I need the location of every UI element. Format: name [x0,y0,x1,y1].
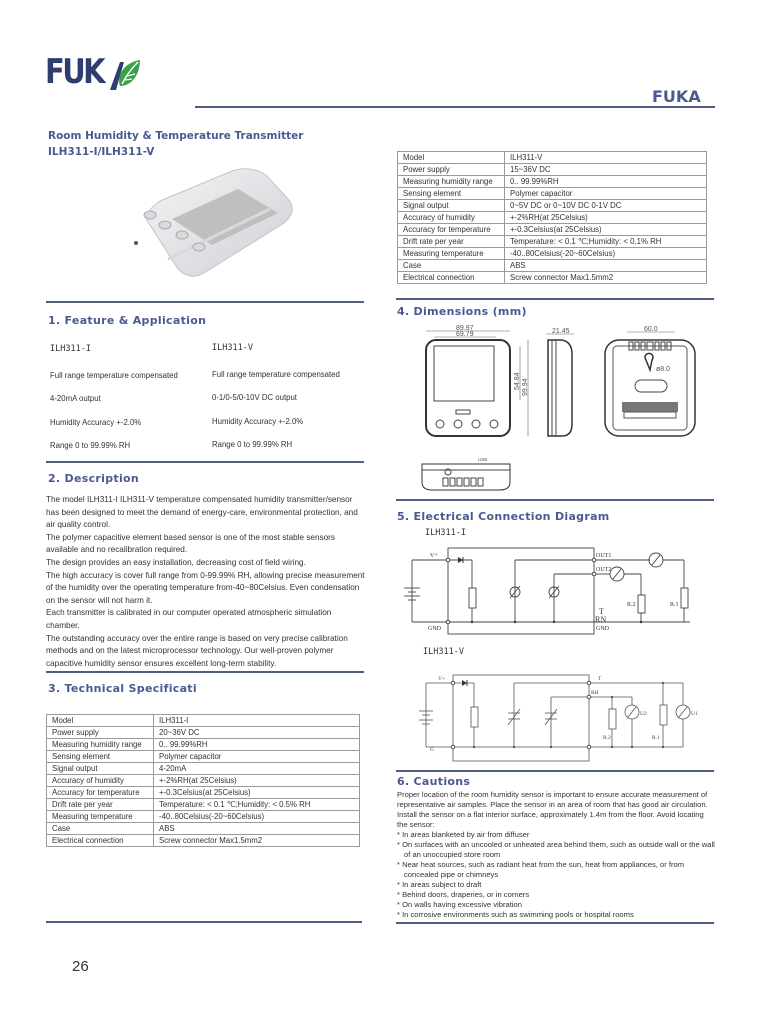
spec-key: Sensing element [47,751,154,763]
section-rule [396,499,714,501]
description-paragraph: Each transmitter is calibrated in our computer operated atmospheric simulation chamber. [46,608,332,630]
spec-value: Temperature: < 0.1 ℃;Humidity: < 0.1% RH [505,236,707,248]
spec-value: Screw connector Max1.5mm2 [154,835,360,847]
dimensions-heading: 4. Dimensions (mm) [397,305,527,318]
spec-key: Accuracy for temperature [47,787,154,799]
spec-row [47,787,360,799]
feature-item: Full range temperature compensated [212,370,340,379]
back-view [605,326,695,436]
label-r1: R.1 [652,735,660,741]
dimensions-drawing [400,320,715,495]
leaf-logo-icon [106,56,142,92]
spec-key: Drift rate per year [398,236,505,248]
product-models: ILH311-I/ILH311-V [48,146,155,158]
spec-row [398,200,707,212]
spec-row [398,176,707,188]
product-photo [120,165,300,285]
diagram-v-title: ILH311-V [423,647,464,657]
spec-key: Electrical connection [47,835,154,847]
product-title: Room Humidity & Temperature Transmitter [48,130,304,142]
label-r2: R.2 [603,735,611,741]
label-rn: RN [595,615,607,624]
spec-value: +-0.3Celsius(at 25Celsius) [154,787,360,799]
caution-item: * On surfaces with an uncooled or unheated area behind them, such as outside wall or the wall of an unoccupied store room [397,840,715,859]
spec-value: Screw connector Max1.5mm2 [505,272,707,284]
caution-item: * On walls having excessive vibration [397,900,522,909]
spec-key: Model [398,152,505,164]
feature-col-v-title: ILH311-V [212,343,253,353]
side-view [546,328,574,436]
spec-key: Case [398,260,505,272]
circuit-diagram-v [400,665,710,765]
label-r1: R.1 [670,602,679,608]
spec-row [47,715,360,727]
feature-col-i-title: ILH311-I [50,344,91,354]
spec-row [47,823,360,835]
spec-value: -40..80Celsius(-20~60Celsius) [505,248,707,260]
label-out1: OUT1 [596,553,612,559]
spec-value: 0~5V DC or 0~10V DC 0-1V DC [505,200,707,212]
dim-depth: 21.45 [552,328,570,335]
dim-outer-width: 89.97 [456,325,474,332]
front-view [426,325,529,436]
label-g: G [430,747,434,753]
spec-row [398,152,707,164]
spec-table-v [397,151,707,284]
spec-value: +-0.3Celsius(at 25Celsius) [505,224,707,236]
dim-hole-diameter: ø8.0 [656,366,671,373]
label-t: T [598,676,602,682]
label-r2: R.2 [627,602,636,608]
spec-value: +-2%RH(at 25Celsius) [505,212,707,224]
section-rule [396,922,714,924]
caution-item: * Behind doors, draperies, or in corners [397,890,530,899]
caution-item: * In areas blanketed by air from diffuser [397,830,530,839]
spec-value: 20~36V DC [154,727,360,739]
spec-value: Polymer capacitor [505,188,707,200]
section-rule [46,461,364,463]
section-rule [396,770,714,772]
spec-value: Temperature: < 0.1 ℃;Humidity: < 0.5% RH [154,799,360,811]
label-vplus: V+ [430,553,438,559]
spec-value: ABS [154,823,360,835]
spec-value: +-2%RH(at 25Celsius) [154,775,360,787]
spec-key: Sensing element [398,188,505,200]
header-rule [195,106,715,108]
bottom-view [422,457,510,490]
diagram-i-title: ILH311-I [425,528,466,538]
spec-value: ILH311-V [505,152,707,164]
feature-item: Range 0 to 99.99% RH [50,441,131,450]
dim-mount-spacing: 60.0 [644,326,658,333]
spec-value: ABS [505,260,707,272]
spec-row [398,248,707,260]
spec-row [398,260,707,272]
section-rule [396,298,714,300]
spec-value: ILH311-I [154,715,360,727]
section-rule [46,301,364,303]
spec-key: Power supply [398,164,505,176]
circuit-diagram-i [400,540,710,640]
label-vplus: V+ [438,676,446,682]
page-number: 26 [72,958,89,975]
spec-key: Accuracy of humidity [398,212,505,224]
button-2 [159,221,171,229]
spec-value: 0.. 99.99%RH [154,739,360,751]
feature-item: Humidity Accuracy +-2.0% [50,418,142,427]
spec-table-i [46,714,360,847]
button-4 [193,243,205,251]
cautions-body [397,790,715,920]
spec-row [47,727,360,739]
feature-item: Range 0 to 99.99% RH [212,440,293,449]
caution-item: * In areas subject to draft [397,880,482,889]
label-out2: OUT2 [596,567,612,573]
spec-key: Measuring humidity range [398,176,505,188]
dim-screen-height: 54.84 [514,372,521,390]
feature-heading: 1. Feature & Application [48,314,207,327]
spec-value: Polymer capacitor [154,751,360,763]
description-paragraph: The high accuracy is cover full range from 0-99.99% RH, allowing precise measurement of the humidity over the operating temperature from-40~80Celsius. Even condensation on the sensor will not harm it. [46,570,365,605]
spec-row [398,272,707,284]
spec-key: Accuracy for temperature [398,224,505,236]
spec-key: Measuring temperature [47,811,154,823]
spec-row [398,164,707,176]
tech-spec-heading: 3. Technical Specificati [48,682,197,695]
feature-item: 4-20mA output [50,394,101,403]
label-u1: U1 [691,711,698,717]
section-rule [46,671,364,673]
spec-key: Signal output [47,763,154,775]
description-paragraph: The design provides an easy installation, decreasing cost of field wiring. [46,557,306,567]
description-paragraph: The model ILH311-I ILH311-V temperature compensated humidity transmitter/sensor has been designed to meet the demand of energy-care, environmental protection, and air quality control. [46,495,358,530]
spec-row [398,188,707,200]
spec-key: Electrical connection [398,272,505,284]
spec-row [47,751,360,763]
feature-item: Humidity Accuracy +-2.0% [212,417,304,426]
caution-item: * Near heat sources, such as radiant heat from the sun, heat from appliances, or from concealed pipe or chimneys [397,860,685,879]
spec-row [47,763,360,775]
spec-key: Power supply [47,727,154,739]
spec-value: 4-20mA [154,763,360,775]
description-paragraph: The outstanding accuracy over the entire range is based on very precise calibration methods and on the latest microprocessor technology. Our well-proven polymer capacitive humidity sensor ensures excellent long-term stability. [46,633,348,668]
label-u2: U2 [640,711,647,717]
description-body [46,494,366,670]
brand-name: FUKA [652,87,701,106]
spec-row [398,236,707,248]
spec-key: Case [47,823,154,835]
spec-value: 0.. 99.99%RH [505,176,707,188]
description-heading: 2. Description [48,472,140,485]
spec-row [47,811,360,823]
electrical-heading: 5. Electrical Connection Diagram [397,510,610,523]
spec-row [47,799,360,811]
spec-key: Measuring humidity range [47,739,154,751]
usb-port [134,241,138,245]
label-t: T [599,607,604,616]
cautions-intro: Proper location of the room humidity sensor is important to ensure accurate measurement of representative air samples. Place the sensor in an area of room that has good air circulation. Install the sensor on a flat interior surface, approximately 1.4m from the floor. Avoid locating the sensor: [397,790,708,829]
label-rh: RH [591,690,599,696]
feature-item: Full range temperature compensated [50,371,178,380]
dim-inner-width: 69.79 [456,331,474,338]
button-3 [176,231,188,239]
spec-key: Model [47,715,154,727]
spec-key: Signal output [398,200,505,212]
spec-value: -40..80Celsius(-20~60Celsius) [154,811,360,823]
label-gnd: GND [428,626,441,632]
fuka-logo: FUK [45,52,103,92]
description-paragraph: The polymer capacitive element based sensor is one of the most stable sensors available and no recalibration required. [46,532,335,555]
feature-item: 0-1/0-5/0-10V DC output [212,393,297,402]
button-1 [144,211,156,219]
spec-key: Accuracy of humidity [47,775,154,787]
cautions-heading: 6. Cautions [397,775,471,788]
spec-row [47,775,360,787]
spec-key: Drift rate per year [47,799,154,811]
usb-label: USB [478,457,488,462]
dim-outer-height: 99.94 [522,378,529,396]
section-rule [46,921,362,923]
spec-row [398,224,707,236]
spec-value: 15~36V DC [505,164,707,176]
spec-key: Measuring temperature [398,248,505,260]
spec-row [398,212,707,224]
caution-item: * In corrosive environments such as swimming pools or hospital rooms [397,910,634,919]
spec-row [47,835,360,847]
label-gnd2: GND [596,626,609,632]
spec-row [47,739,360,751]
